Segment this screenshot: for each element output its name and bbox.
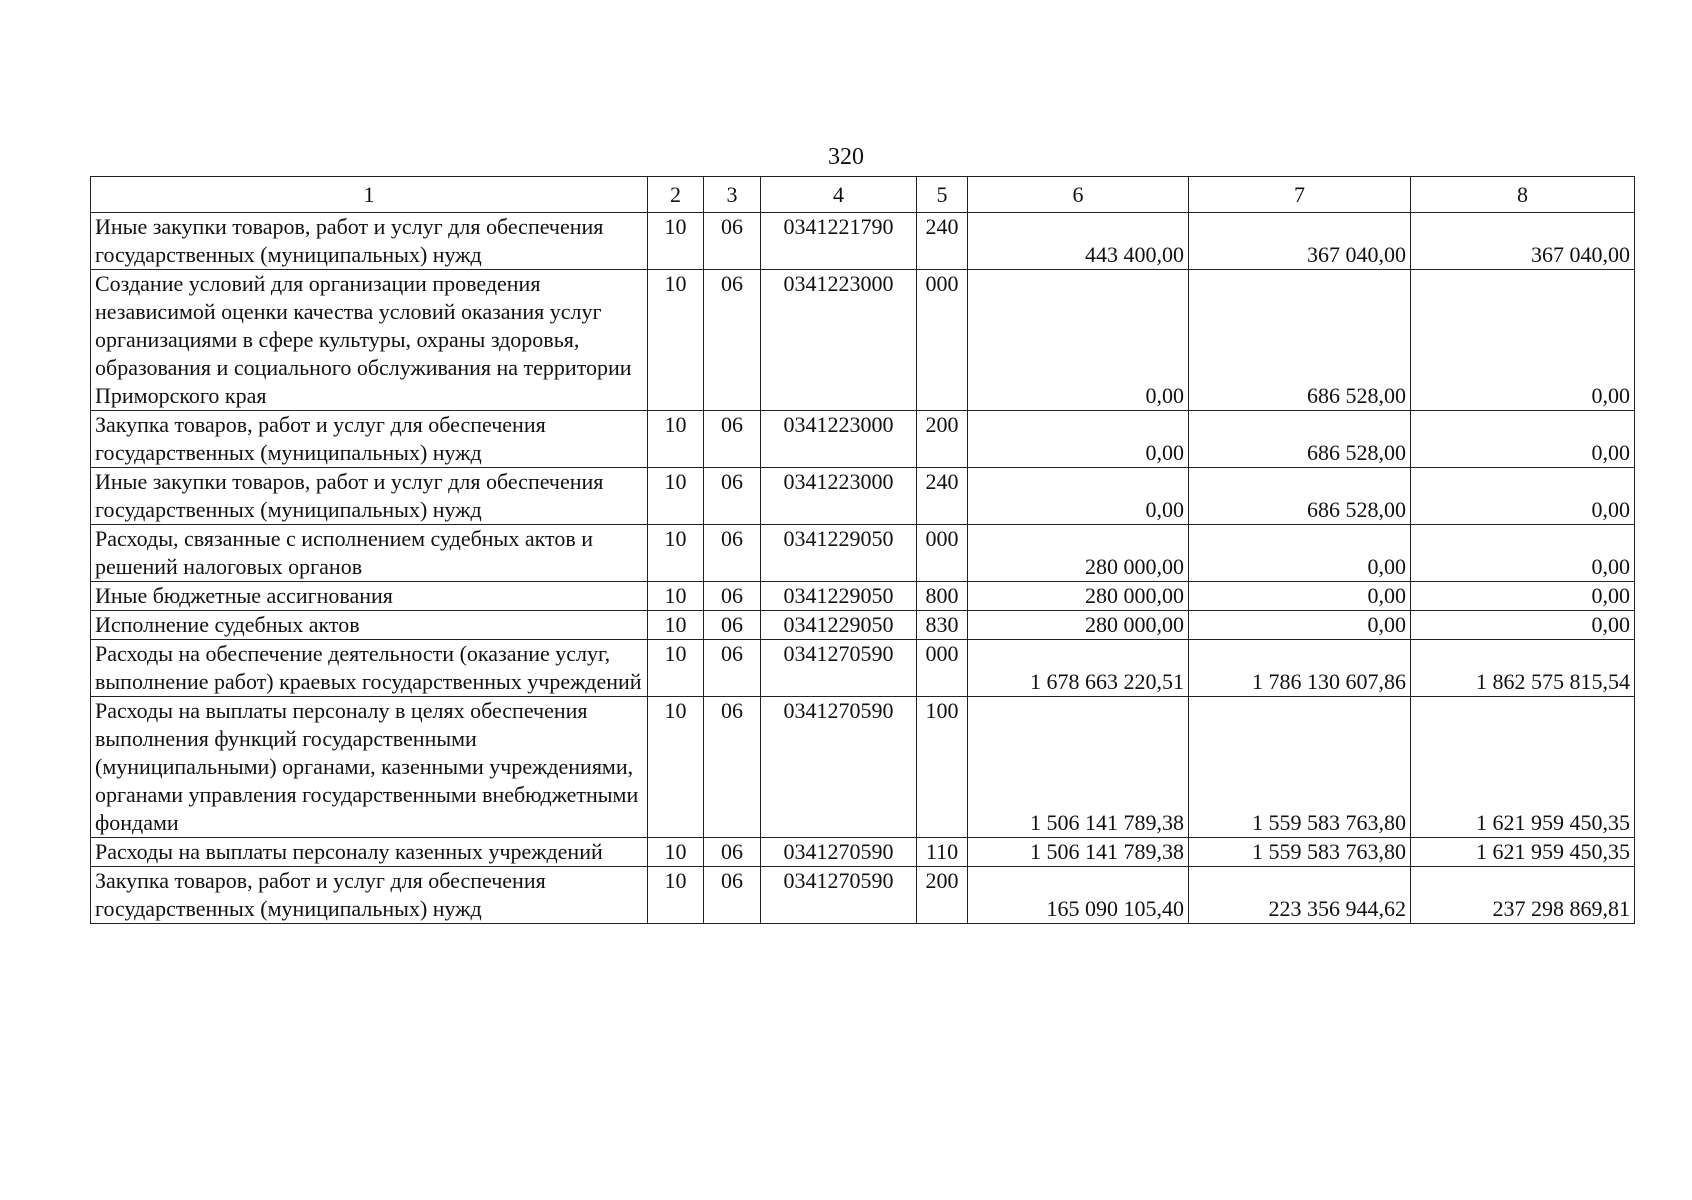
cell-amount-6: 1 506 141 789,38 xyxy=(968,838,1189,867)
cell-amount-6: 1 506 141 789,38 xyxy=(968,697,1189,838)
cell-amount-8: 0,00 xyxy=(1411,525,1635,582)
table-row xyxy=(91,611,1635,640)
cell-section: 10 xyxy=(648,867,704,924)
cell-target-article: 0341229050 xyxy=(761,611,917,640)
cell-amount-8: 1 621 959 450,35 xyxy=(1411,838,1635,867)
cell-target-article: 0341229050 xyxy=(761,582,917,611)
cell-amount-7: 0,00 xyxy=(1189,525,1411,582)
cell-target-article: 0341270590 xyxy=(761,697,917,838)
cell-amount-6: 280 000,00 xyxy=(968,611,1189,640)
table-row xyxy=(91,697,1635,838)
cell-section: 10 xyxy=(648,411,704,468)
row-name: Иные бюджетные ассигнования xyxy=(91,582,648,611)
table-row xyxy=(91,270,1635,411)
cell-amount-6: 1 678 663 220,51 xyxy=(968,640,1189,697)
column-header: 3 xyxy=(704,177,761,213)
cell-expense-type: 000 xyxy=(917,640,968,697)
cell-subsection: 06 xyxy=(704,213,761,270)
cell-expense-type: 000 xyxy=(917,525,968,582)
cell-section: 10 xyxy=(648,640,704,697)
row-name: Расходы, связанные с исполнением судебных актов и решений налоговых органов xyxy=(91,525,648,582)
cell-section: 10 xyxy=(648,270,704,411)
cell-section: 10 xyxy=(648,838,704,867)
cell-subsection: 06 xyxy=(704,525,761,582)
table-row xyxy=(91,582,1635,611)
cell-amount-8: 367 040,00 xyxy=(1411,213,1635,270)
cell-amount-6: 443 400,00 xyxy=(968,213,1189,270)
cell-section: 10 xyxy=(648,213,704,270)
cell-expense-type: 200 xyxy=(917,411,968,468)
cell-subsection: 06 xyxy=(704,468,761,525)
cell-expense-type: 000 xyxy=(917,270,968,411)
column-header: 6 xyxy=(968,177,1189,213)
cell-section: 10 xyxy=(648,697,704,838)
cell-amount-6: 0,00 xyxy=(968,270,1189,411)
cell-target-article: 0341223000 xyxy=(761,411,917,468)
budget-table xyxy=(90,176,1635,924)
cell-amount-8: 0,00 xyxy=(1411,611,1635,640)
table-row xyxy=(91,838,1635,867)
cell-section: 10 xyxy=(648,582,704,611)
cell-subsection: 06 xyxy=(704,640,761,697)
cell-subsection: 06 xyxy=(704,697,761,838)
cell-target-article: 0341221790 xyxy=(761,213,917,270)
cell-amount-7: 0,00 xyxy=(1189,611,1411,640)
column-header: 2 xyxy=(648,177,704,213)
cell-subsection: 06 xyxy=(704,838,761,867)
cell-amount-7: 367 040,00 xyxy=(1189,213,1411,270)
cell-section: 10 xyxy=(648,611,704,640)
cell-amount-7: 686 528,00 xyxy=(1189,468,1411,525)
cell-amount-8: 237 298 869,81 xyxy=(1411,867,1635,924)
row-name: Иные закупки товаров, работ и услуг для обеспечения государственных (муниципальных) нужд xyxy=(91,213,648,270)
cell-expense-type: 240 xyxy=(917,468,968,525)
page-number: 320 xyxy=(828,144,864,170)
cell-target-article: 0341270590 xyxy=(761,640,917,697)
cell-amount-7: 1 559 583 763,80 xyxy=(1189,838,1411,867)
cell-amount-7: 223 356 944,62 xyxy=(1189,867,1411,924)
column-header: 1 xyxy=(91,177,648,213)
row-name: Создание условий для организации проведения независимой оценки качества условий оказания услуг организациями в сфере культуры, охраны здоровья, образования и социального обслуживания на территории Приморского края xyxy=(91,270,648,411)
cell-target-article: 0341270590 xyxy=(761,838,917,867)
column-header: 4 xyxy=(761,177,917,213)
row-name: Закупка товаров, работ и услуг для обеспечения государственных (муниципальных) нужд xyxy=(91,867,648,924)
cell-amount-8: 0,00 xyxy=(1411,468,1635,525)
table-body xyxy=(91,213,1635,924)
table-row xyxy=(91,867,1635,924)
cell-expense-type: 800 xyxy=(917,582,968,611)
cell-amount-8: 1 621 959 450,35 xyxy=(1411,697,1635,838)
column-header: 7 xyxy=(1189,177,1411,213)
cell-expense-type: 110 xyxy=(917,838,968,867)
cell-subsection: 06 xyxy=(704,582,761,611)
cell-expense-type: 240 xyxy=(917,213,968,270)
cell-target-article: 0341270590 xyxy=(761,867,917,924)
cell-amount-6: 0,00 xyxy=(968,411,1189,468)
cell-expense-type: 100 xyxy=(917,697,968,838)
cell-target-article: 0341223000 xyxy=(761,468,917,525)
cell-amount-8: 0,00 xyxy=(1411,582,1635,611)
cell-amount-7: 0,00 xyxy=(1189,582,1411,611)
cell-subsection: 06 xyxy=(704,411,761,468)
cell-expense-type: 830 xyxy=(917,611,968,640)
row-name: Иные закупки товаров, работ и услуг для обеспечения государственных (муниципальных) нужд xyxy=(91,468,648,525)
table-row xyxy=(91,411,1635,468)
row-name: Исполнение судебных актов xyxy=(91,611,648,640)
cell-amount-8: 1 862 575 815,54 xyxy=(1411,640,1635,697)
cell-amount-7: 686 528,00 xyxy=(1189,270,1411,411)
table-row xyxy=(91,213,1635,270)
row-name: Расходы на выплаты персоналу в целях обеспечения выполнения функций государственными (муниципальными) органами, казенными учреждениями, органами управления государственными внебюджетными фондами xyxy=(91,697,648,838)
row-name: Расходы на обеспечение деятельности (оказание услуг, выполнение работ) краевых государственных учреждений xyxy=(91,640,648,697)
column-header: 5 xyxy=(917,177,968,213)
cell-subsection: 06 xyxy=(704,270,761,411)
cell-section: 10 xyxy=(648,525,704,582)
cell-expense-type: 200 xyxy=(917,867,968,924)
column-header: 8 xyxy=(1411,177,1635,213)
cell-section: 10 xyxy=(648,468,704,525)
table-row xyxy=(91,525,1635,582)
cell-amount-7: 1 559 583 763,80 xyxy=(1189,697,1411,838)
cell-amount-6: 0,00 xyxy=(968,468,1189,525)
cell-amount-8: 0,00 xyxy=(1411,411,1635,468)
row-name: Закупка товаров, работ и услуг для обеспечения государственных (муниципальных) нужд xyxy=(91,411,648,468)
cell-amount-7: 1 786 130 607,86 xyxy=(1189,640,1411,697)
cell-amount-8: 0,00 xyxy=(1411,270,1635,411)
cell-target-article: 0341223000 xyxy=(761,270,917,411)
cell-amount-7: 686 528,00 xyxy=(1189,411,1411,468)
cell-subsection: 06 xyxy=(704,611,761,640)
table-row xyxy=(91,640,1635,697)
cell-subsection: 06 xyxy=(704,867,761,924)
cell-amount-6: 165 090 105,40 xyxy=(968,867,1189,924)
header-row xyxy=(91,177,1635,213)
cell-amount-6: 280 000,00 xyxy=(968,582,1189,611)
table-row xyxy=(91,468,1635,525)
cell-amount-6: 280 000,00 xyxy=(968,525,1189,582)
cell-target-article: 0341229050 xyxy=(761,525,917,582)
row-name: Расходы на выплаты персоналу казенных учреждений xyxy=(91,838,648,867)
